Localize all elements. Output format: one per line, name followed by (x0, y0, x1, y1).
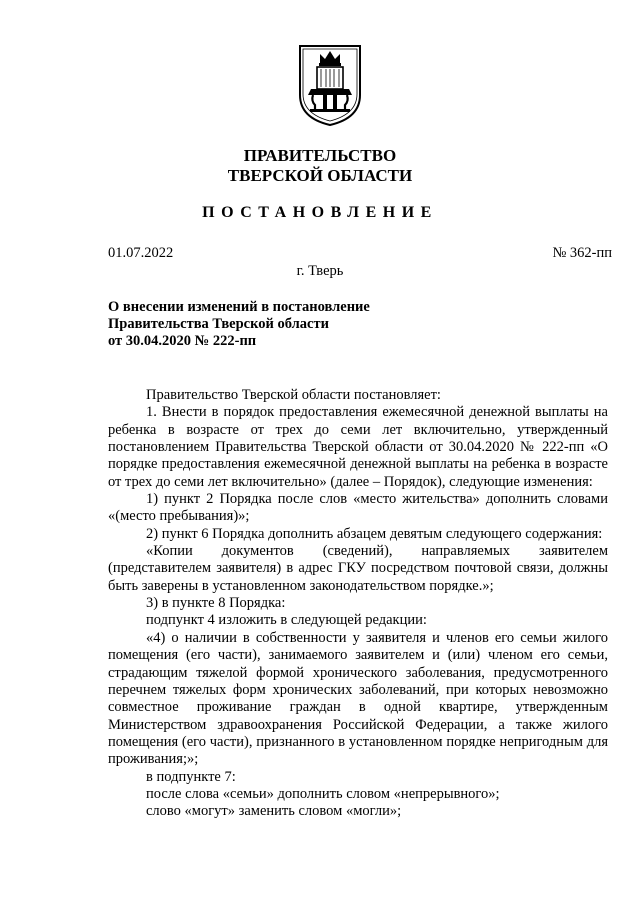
paragraph: «Копии документов (сведений), направляемых заявителем (представителем заявителя) в адрес ГКУ посредством почтовой связи, должны быть заверены в установленном законодательством порядке.»; (108, 543, 608, 594)
paragraph: 3) в пункте 8 Порядка: (146, 595, 286, 612)
paragraph: слово «могут» заменить словом «могли»; (146, 803, 402, 820)
paragraph: 1) пункт 2 Порядка после слов «место жительства» дополнить словами «(место пребывания)»; (108, 491, 608, 525)
paragraph: 2) пункт 6 Порядка дополнить абзацем девятым следующего содержания: (146, 525, 603, 542)
document-type: ПОСТАНОВЛЕНИЕ (202, 204, 438, 221)
paragraph: «4) о наличии в собственности у заявителя и членов его семьи жилого помещения (его части), занимаемого заявителем и (или) членом его семьи, страдающим тяжелой формой хронического заболевания, предусмотренного перечнем тяжелых форм хронических заболеваний, при которых невозможно совместное проживание граждан в одной квартире, утвержденным Министерством здравоохранения Российской Федерации, а также жилого помещения (его части), признанного в установленном порядке непригодным для проживания;»; (108, 629, 608, 768)
subject-line: О внесении изменений в постановление (108, 299, 370, 315)
paragraph: после слова «семьи» дополнить словом «непрерывного»; (146, 785, 500, 802)
government-title: ПРАВИТЕЛЬСТВО (243, 146, 397, 165)
paragraph: в подпункте 7: (146, 768, 236, 785)
document-city: г. Тверь (296, 263, 344, 279)
document-subject (108, 299, 370, 350)
subject-line: от 30.04.2020 № 222-пп (108, 333, 257, 349)
document-number: № 362-пп (552, 245, 612, 261)
paragraph: подпункт 4 изложить в следующей редакции: (146, 612, 427, 629)
paragraph: 1. Внести в порядок предоставления ежемесячной денежной выплаты на ребенка в возрасте от трех до семи лет включительно, утвержденный постановлением Правительства Тверской области от 30.04.2020 № 222-пп «О порядке предоставления ежемесячной денежной выплаты на ребенка в возрасте от трех до семи лет включительно» (далее – Порядок), следующие изменения: (108, 404, 608, 490)
subject-line: Правительства Тверской области (108, 316, 329, 332)
document-body (108, 387, 608, 821)
coat-of-arms-icon (297, 43, 363, 127)
paragraph: Правительство Тверской области постановляет: (146, 387, 441, 403)
region-title: ТВЕРСКОЙ ОБЛАСТИ (227, 166, 413, 185)
document-date: 01.07.2022 (108, 245, 174, 261)
